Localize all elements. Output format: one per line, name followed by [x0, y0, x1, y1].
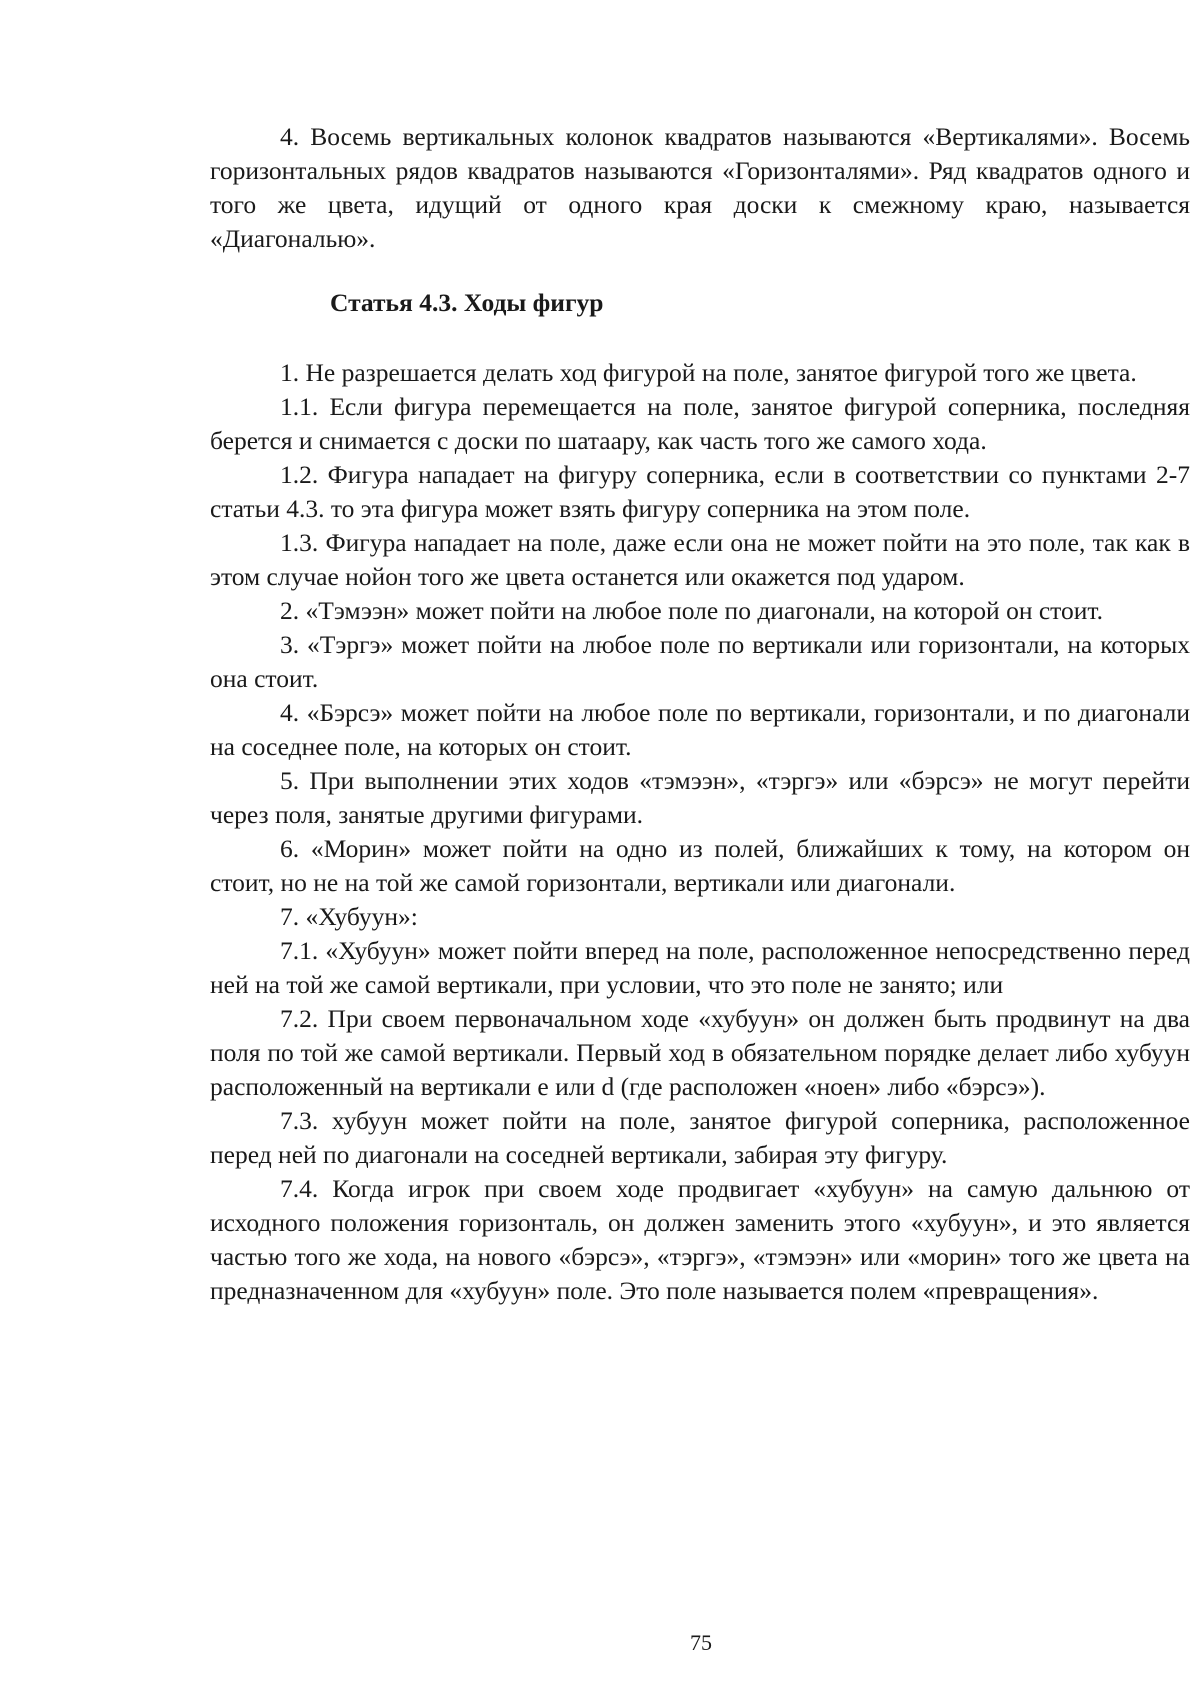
paragraph: 7.2. При своем первоначальном ходе «хубуун» он должен быть продвинут на два поля по той же самой вертикали. Первый ход в обязательном порядке делает либо хубуун расположенный на вертикали e или d (где расположен «ноен» либо «бэрсэ»). [210, 1004, 1190, 1101]
paragraph: 7.3. хубуун может пойти на поле, занятое фигурой соперника, расположенное перед ней по диагонали на соседней вертикали, забирая эту фигуру. [210, 1106, 1190, 1169]
document-body [210, 120, 1190, 1308]
paragraph: 7.4. Когда игрок при своем ходе продвигает «хубуун» на самую дальнюю от исходного положения горизонталь, он должен заменить этого «хубуун», и это является частью того же хода, на нового «бэрсэ», «тэргэ», «тэмээн» или «морин» того же цвета на предназначенном для «хубуун» поле. Это поле называется полем «превращения». [210, 1174, 1190, 1305]
paragraph: 1.1. Если фигура перемещается на поле, занятое фигурой соперника, последняя берется и снимается с доски по шатаару, как часть того же самого хода. [210, 392, 1190, 455]
paragraph: 1.3. Фигура нападает на поле, даже если она не может пойти на это поле, так как в этом случае нойон того же цвета останется или окажется под ударом. [210, 528, 1190, 591]
section-heading: Статья 4.3. Ходы фигур [330, 288, 604, 317]
paragraph: 7.1. «Хубуун» может пойти вперед на поле, расположенное непосредственно перед ней на той же самой вертикали, при условии, что это поле не занято; или [210, 936, 1190, 999]
paragraph: 4. «Бэрсэ» может пойти на любое поле по вертикали, горизонтали, и по диагонали на соседнее поле, на которых он стоит. [210, 698, 1190, 761]
page-number: 75 [690, 1630, 712, 1655]
paragraph: 5. При выполнении этих ходов «тэмээн», «тэргэ» или «бэрсэ» не могут перейти через поля, занятые другими фигурами. [210, 766, 1190, 829]
paragraph: 1. Не разрешается делать ход фигурой на поле, занятое фигурой того же цвета. [280, 358, 1137, 387]
paragraph: 1.2. Фигура нападает на фигуру соперника, если в соответствии со пунктами 2-7 статьи 4.3. то эта фигура может взять фигуру соперника на этом поле. [210, 460, 1190, 523]
paragraph: 3. «Тэргэ» может пойти на любое поле по вертикали или горизонтали, на которых она стоит. [210, 630, 1190, 693]
paragraph: 7. «Хубуун»: [280, 902, 418, 931]
paragraph: 2. «Тэмээн» может пойти на любое поле по диагонали, на которой он стоит. [280, 596, 1103, 625]
paragraph: 6. «Морин» может пойти на одно из полей, ближайших к тому, на котором он стоит, но не на той же самой горизонтали, вертикали или диагонали. [210, 834, 1190, 897]
paragraph-intro: 4. Восемь вертикальных колонок квадратов называются «Вертикалями». Восемь горизонтальных рядов квадратов называются «Горизонталями». Ряд квадратов одного и того же цвета, идущий от одного края доски к смежному краю, называется «Диагональю». [210, 122, 1190, 253]
